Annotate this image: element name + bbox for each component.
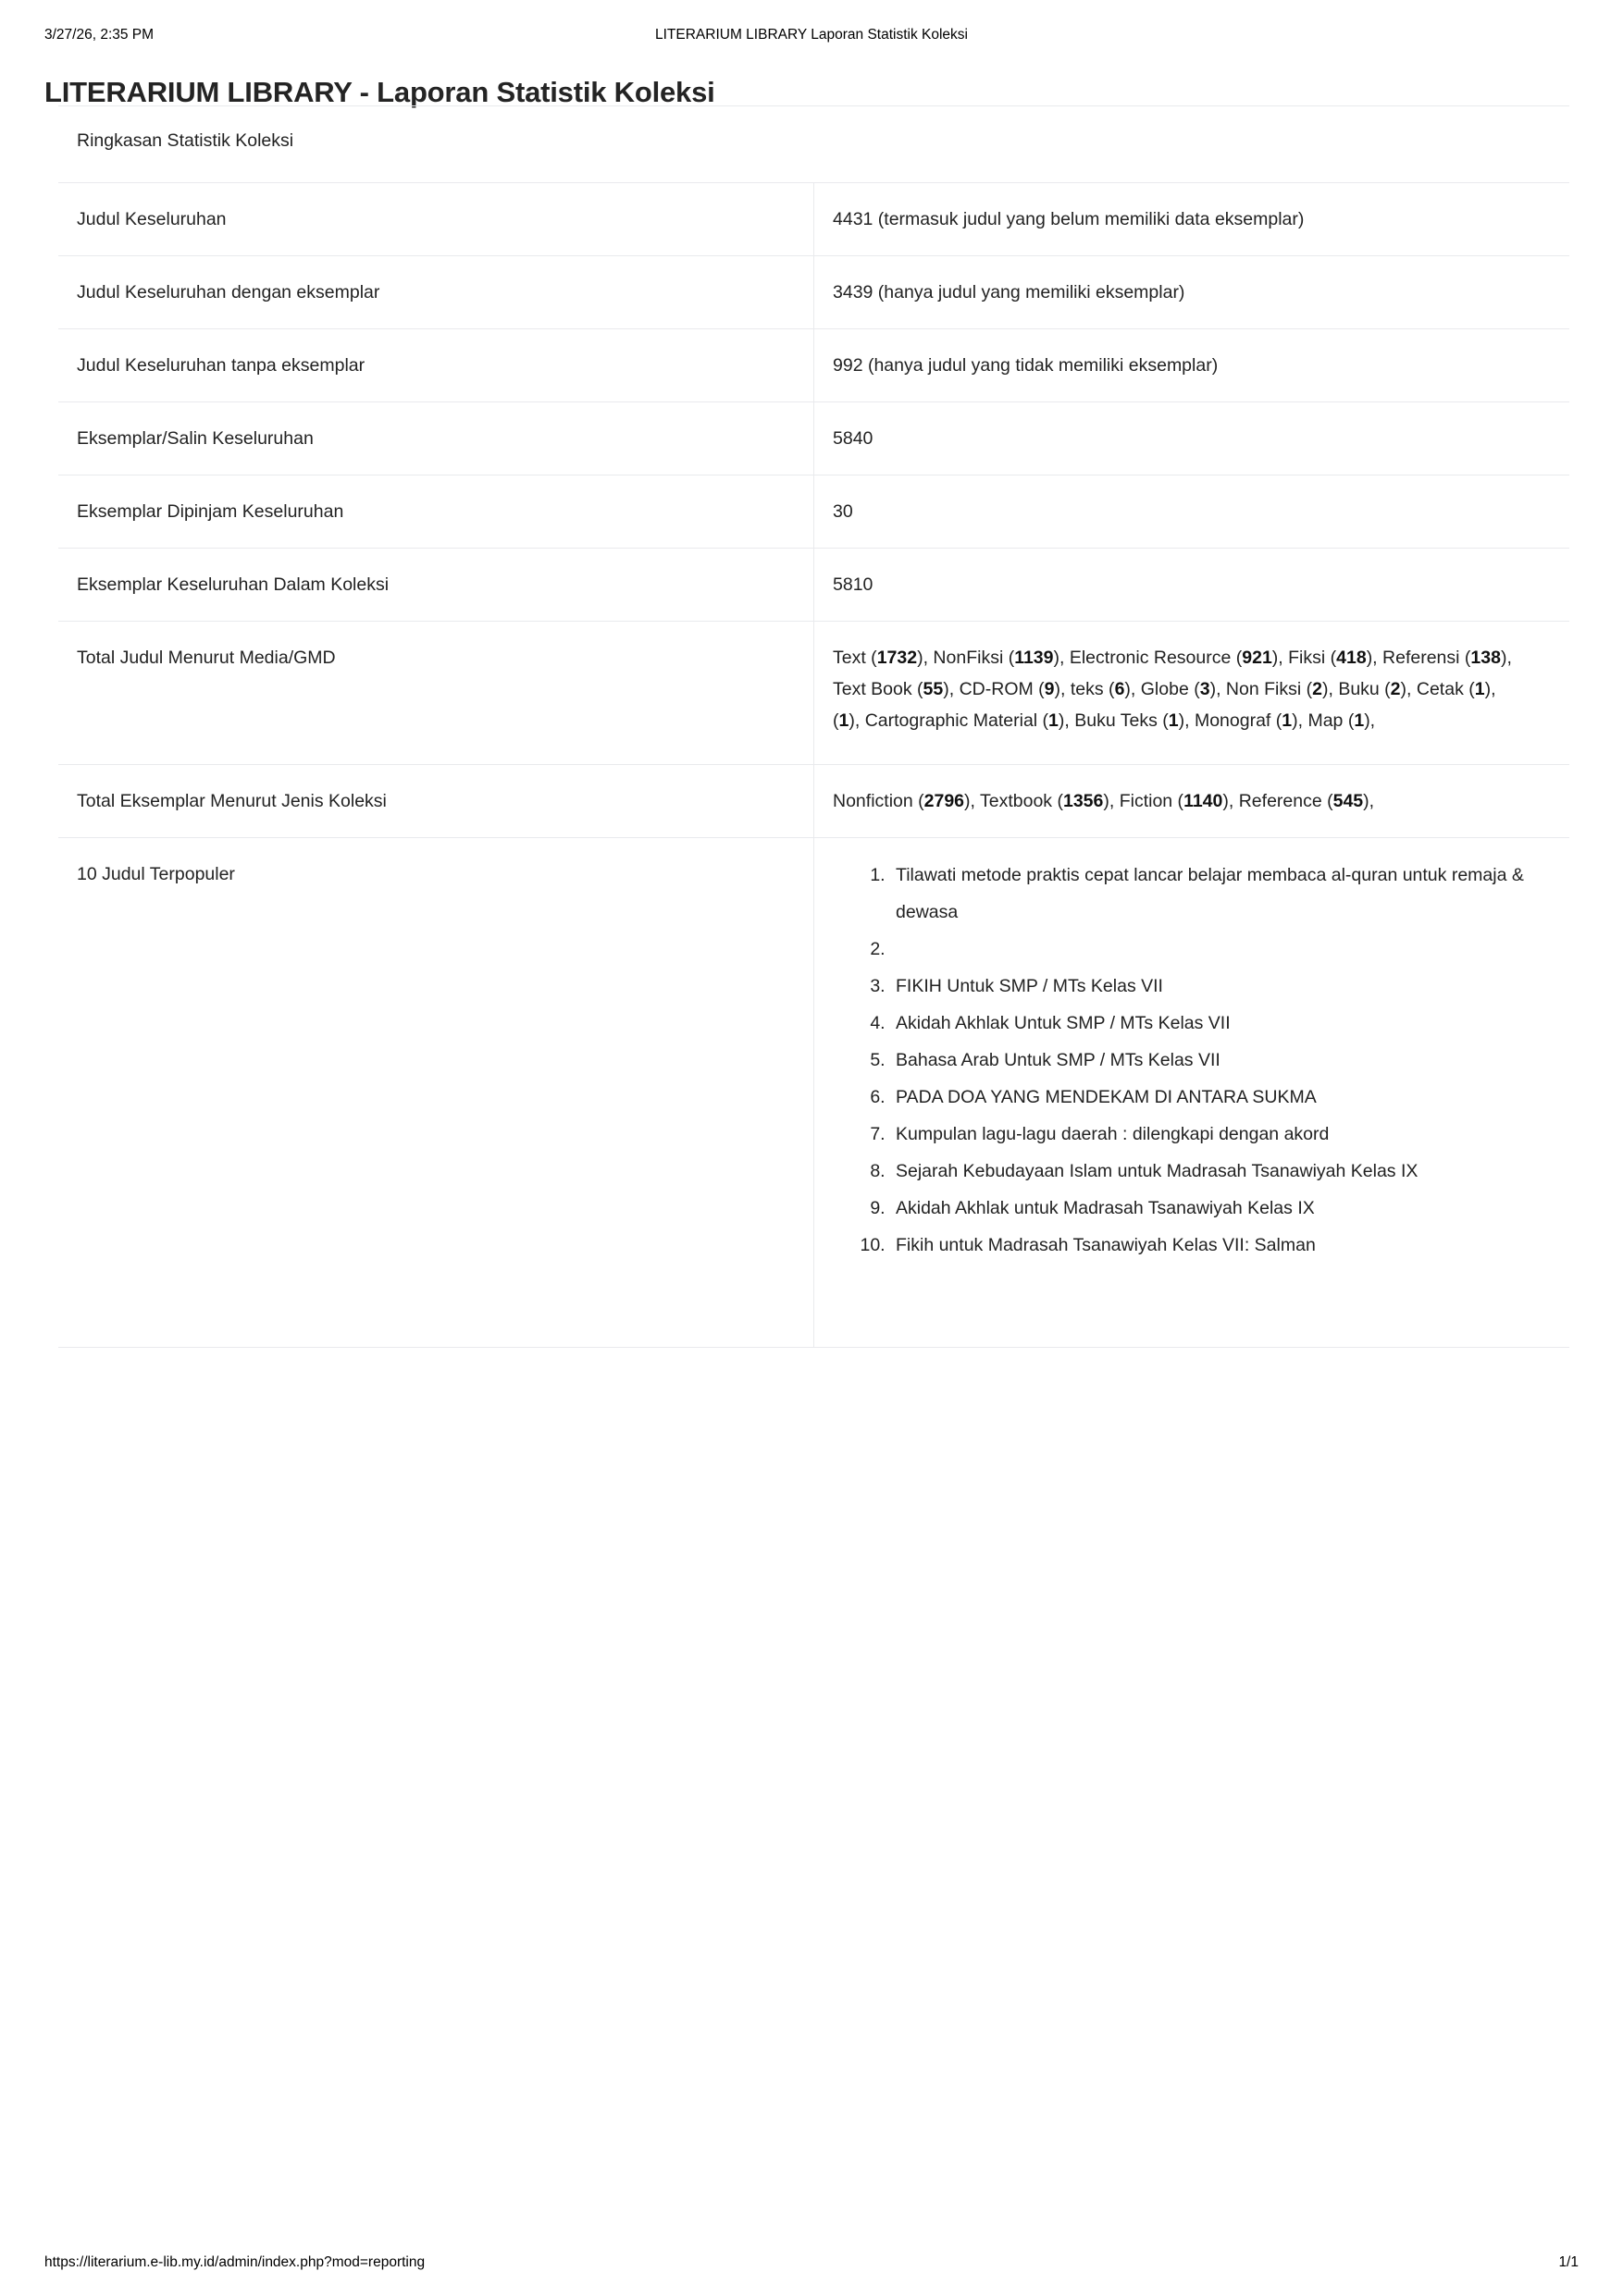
breakdown-item-count: 1732 <box>876 648 918 668</box>
popular-titles-list <box>833 857 1555 1264</box>
breakdown-item: Fiction (1140), <box>1119 791 1239 811</box>
row-label: Judul Keseluruhan dengan eksemplar <box>58 256 814 329</box>
breakdown-item: (1), <box>833 710 865 731</box>
print-header <box>0 26 1623 44</box>
table-row-media-gmd <box>58 622 1569 765</box>
row-label: Total Judul Menurut Media/GMD <box>58 622 814 765</box>
list-item: 7. Kumpulan lagu-lagu daerah : dilengkapi dengan akord <box>890 1116 1555 1153</box>
breakdown-item: Reference (545), <box>1238 791 1375 811</box>
breakdown-item-count: 2 <box>1312 679 1322 699</box>
breakdown-item: Text Book (55), <box>833 679 960 699</box>
table-row <box>58 549 1569 622</box>
popular-titles-cell <box>814 838 1570 1348</box>
row-label: Eksemplar/Salin Keseluruhan <box>58 402 814 475</box>
table-row-popular-titles <box>58 838 1569 1348</box>
row-value: 5810 <box>814 549 1570 622</box>
print-footer-page-number: 1/1 <box>1558 2254 1579 2270</box>
breakdown-item-count: 1 <box>1282 710 1293 731</box>
breakdown-item-count: 3 <box>1199 679 1210 699</box>
list-item: 9. Akidah Akhlak untuk Madrasah Tsanawiyah Kelas IX <box>890 1190 1555 1227</box>
list-item: 3. FIKIH Untuk SMP / MTs Kelas VII <box>890 968 1555 1005</box>
breakdown-item-count: 9 <box>1044 679 1055 699</box>
row-label: Judul Keseluruhan tanpa eksemplar <box>58 329 814 402</box>
table-row <box>58 329 1569 402</box>
breakdown-item: Electronic Resource (921), <box>1069 648 1289 668</box>
breakdown-item-count: 2796 <box>923 791 965 811</box>
breakdown-item-count: 1 <box>1048 710 1059 731</box>
table-row <box>58 183 1569 256</box>
print-footer-url: https://literarium.e-lib.my.id/admin/index.php?mod=reporting <box>44 2254 426 2270</box>
row-label: Eksemplar Dipinjam Keseluruhan <box>58 475 814 549</box>
row-value: 4431 (termasuk judul yang belum memiliki data eksemplar) <box>814 183 1570 256</box>
breakdown-item: Fiksi (418), <box>1288 648 1383 668</box>
summary-heading-cell: Ringkasan Statistik Koleksi <box>58 106 1569 183</box>
media-gmd-breakdown <box>814 622 1570 765</box>
list-item <box>890 931 1555 968</box>
list-item: 6. PADA DOA YANG MENDEKAM DI ANTARA SUKMA <box>890 1079 1555 1116</box>
breakdown-item-count: 921 <box>1242 648 1272 668</box>
page-title: LITERARIUM LIBRARY - Laporan Statistik Koleksi <box>44 75 715 108</box>
breakdown-item: Non Fiksi (2), <box>1225 679 1339 699</box>
breakdown-item: Cetak (1), <box>1416 679 1496 699</box>
print-header-title: LITERARIUM LIBRARY Laporan Statistik Koleksi <box>655 27 968 43</box>
breakdown-item: NonFiksi (1139), <box>933 648 1070 668</box>
breakdown-item-count: 1 <box>1354 710 1365 731</box>
print-footer <box>0 2253 1623 2272</box>
row-value: 30 <box>814 475 1570 549</box>
breakdown-item-count: 418 <box>1336 648 1367 668</box>
breakdown-item: Map (1), <box>1307 710 1376 731</box>
row-label: Eksemplar Keseluruhan Dalam Koleksi <box>58 549 814 622</box>
table-row <box>58 402 1569 475</box>
table-body <box>58 106 1569 1348</box>
list-item: 1. Tilawati metode praktis cepat lancar belajar membaca al-quran untuk remaja & dewasa <box>890 857 1555 931</box>
collection-statistics-table <box>58 105 1569 1348</box>
row-label: Judul Keseluruhan <box>58 183 814 256</box>
breakdown-item: CD-ROM (9), <box>959 679 1071 699</box>
breakdown-item-count: 55 <box>923 679 944 699</box>
table-row-summary-heading <box>58 106 1569 183</box>
breakdown-item-count: 1140 <box>1183 791 1223 811</box>
breakdown-item: Globe (3), <box>1140 679 1226 699</box>
breakdown-item-count: 1 <box>1474 679 1485 699</box>
breakdown-item-count: 138 <box>1470 648 1501 668</box>
row-value: 5840 <box>814 402 1570 475</box>
breakdown-item: Text (1732), <box>833 648 934 668</box>
breakdown-item-count: 545 <box>1332 791 1364 811</box>
breakdown-item: Referensi (138), <box>1382 648 1512 668</box>
breakdown-item-count: 1 <box>838 710 849 731</box>
breakdown-item-count: 2 <box>1390 679 1401 699</box>
collection-type-breakdown <box>814 765 1570 838</box>
breakdown-item: Buku (2), <box>1338 679 1417 699</box>
list-item: 10. Fikih untuk Madrasah Tsanawiyah Kelas VII: Salman <box>890 1227 1555 1264</box>
breakdown-item: Textbook (1356), <box>980 791 1120 811</box>
print-header-datetime: 3/27/26, 2:35 PM <box>44 27 155 43</box>
breakdown-item-count: 6 <box>1114 679 1125 699</box>
row-label: Total Eksemplar Menurut Jenis Koleksi <box>58 765 814 838</box>
row-value: 3439 (hanya judul yang memiliki eksemplar) <box>814 256 1570 329</box>
list-item: 8. Sejarah Kebudayaan Islam untuk Madrasah Tsanawiyah Kelas IX <box>890 1153 1555 1190</box>
row-label: 10 Judul Terpopuler <box>58 838 814 1348</box>
breakdown-item-count: 1139 <box>1014 648 1054 668</box>
table-row-collection-type <box>58 765 1569 838</box>
table-row <box>58 256 1569 329</box>
breakdown-item: Cartographic Material (1), <box>864 710 1075 731</box>
breakdown-item-count: 1356 <box>1062 791 1104 811</box>
breakdown-item: Monograf (1), <box>1194 710 1308 731</box>
breakdown-item-count: 1 <box>1168 710 1179 731</box>
list-item: 5. Bahasa Arab Untuk SMP / MTs Kelas VII <box>890 1042 1555 1079</box>
breakdown-item: Nonfiction (2796), <box>833 791 980 811</box>
breakdown-item: Buku Teks (1), <box>1074 710 1195 731</box>
breakdown-item: teks (6), <box>1070 679 1141 699</box>
row-value: 992 (hanya judul yang tidak memiliki eksemplar) <box>814 329 1570 402</box>
list-item: 4. Akidah Akhlak Untuk SMP / MTs Kelas VII <box>890 1005 1555 1042</box>
table-row <box>58 475 1569 549</box>
